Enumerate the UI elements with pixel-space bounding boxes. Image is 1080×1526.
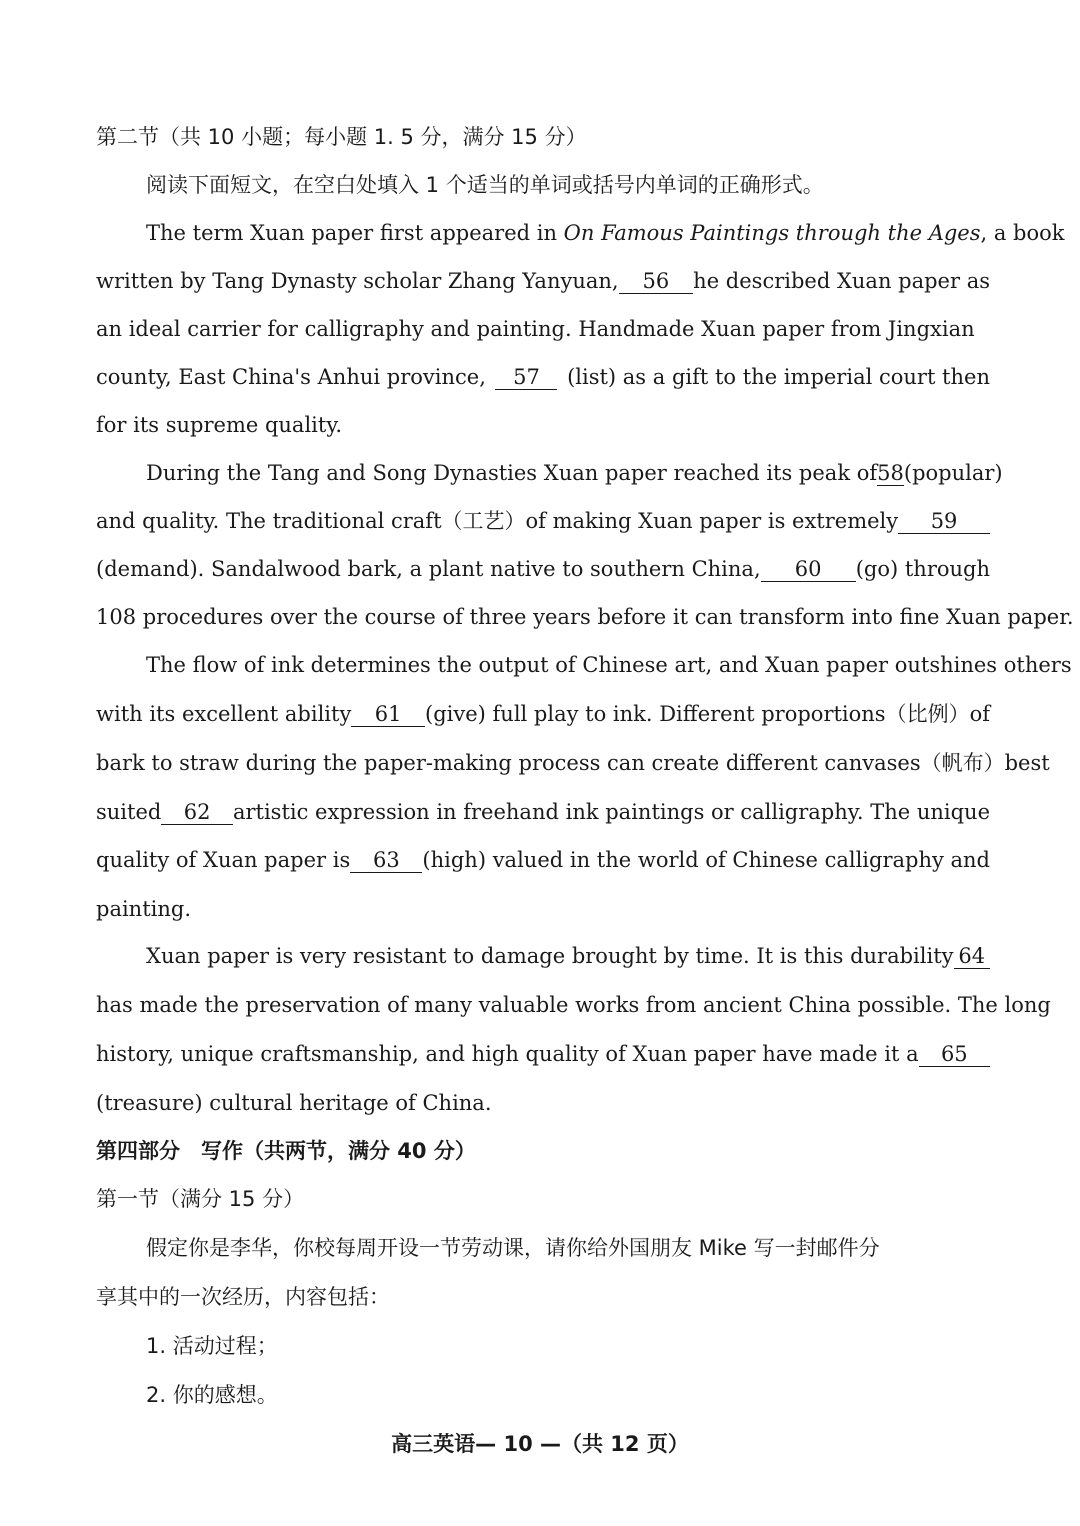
writing-item-2: 2. 你的感想。 [146, 1383, 278, 1407]
p3-line1: The flow of ink determines the output of Chinese art, and Xuan paper outshines others [146, 653, 1072, 677]
blank-62[interactable]: 62 [161, 800, 233, 825]
p4-line2: has made the preservation of many valuable works from ancient China possible. The long [96, 993, 1051, 1017]
p3-line4: suited 62 artistic expression in freehand ink paintings or calligraphy. The unique [96, 800, 990, 824]
p2-line4: 108 procedures over the course of three years before it can transform into fine Xuan paper. [96, 605, 1074, 629]
p3-line6: painting. [96, 897, 192, 921]
section2-heading: 第二节（共 10 小题；每小题 1. 5 分，满分 15 分） [96, 125, 587, 149]
p2-line2: and quality. The traditional craft（工艺）of making Xuan paper is extremely 59 [96, 506, 990, 536]
p4-line3: history, unique craftsmanship, and high quality of Xuan paper have made it a 65 [96, 1039, 990, 1069]
writing-prompt-line1: 假定你是李华，你校每周开设一节劳动课，请你给外国朋友 Mike 写一封邮件分 [146, 1236, 880, 1260]
p2-line1: During the Tang and Song Dynasties Xuan paper reached its peak of 58 (popular) [146, 461, 1003, 485]
p1-line2: written by Tang Dynasty scholar Zhang Yanyuan, 56 he described Xuan paper as [96, 269, 990, 293]
p3-line2: with its excellent ability 61 (give) full play to ink. Different proportions（比例）of [96, 702, 990, 726]
blank-63[interactable]: 63 [350, 848, 422, 873]
p3-line3: bark to straw during the paper-making process can create different canvases（帆布）best [96, 751, 1050, 775]
p2-line3: (demand). Sandalwood bark, a plant native to southern China, 60 (go) through [96, 557, 990, 581]
section2-instruction: 阅读下面短文，在空白处填入 1 个适当的单词或括号内单词的正确形式。 [146, 173, 824, 197]
p1-line3: an ideal carrier for calligraphy and painting. Handmade Xuan paper from Jingxian [96, 317, 975, 341]
p1-line1-text: The term Xuan paper first appeared in On Famous Paintings through the Ages, a book [146, 221, 1065, 245]
p1-line4: county, East China's Anhui province, 57 (list) as a gift to the imperial court then [96, 365, 990, 389]
part4-section1-heading: 第一节（满分 15 分） [96, 1187, 305, 1211]
p4-line4: (treasure) cultural heritage of China. [96, 1091, 492, 1115]
book-title: On Famous Paintings through the Ages [563, 221, 981, 245]
p4-line1: Xuan paper is very resistant to damage brought by time. It is this durability 64 [146, 941, 990, 971]
blank-60[interactable]: 60 [761, 557, 856, 582]
blank-64[interactable]: 64 [954, 944, 990, 969]
writing-item-1: 1. 活动过程； [146, 1334, 278, 1358]
blank-65[interactable]: 65 [919, 1042, 990, 1067]
p3-line5: quality of Xuan paper is 63 (high) valued in the world of Chinese calligraphy and [96, 848, 990, 872]
writing-prompt-line2: 享其中的一次经历，内容包括： [96, 1285, 390, 1309]
blank-59[interactable]: 59 [898, 509, 990, 534]
blank-58[interactable]: 58 [877, 461, 904, 485]
part4-heading: 第四部分 写作（共两节，满分 40 分） [96, 1139, 476, 1163]
blank-61[interactable]: 61 [351, 702, 425, 727]
blank-57[interactable]: 57 [495, 365, 557, 390]
p1-line5: for its supreme quality. [96, 413, 343, 437]
p1-line1 [146, 218, 1065, 248]
page-footer: 高三英语— 10 —（共 12 页） [391, 1432, 689, 1456]
blank-56[interactable]: 56 [619, 269, 694, 294]
